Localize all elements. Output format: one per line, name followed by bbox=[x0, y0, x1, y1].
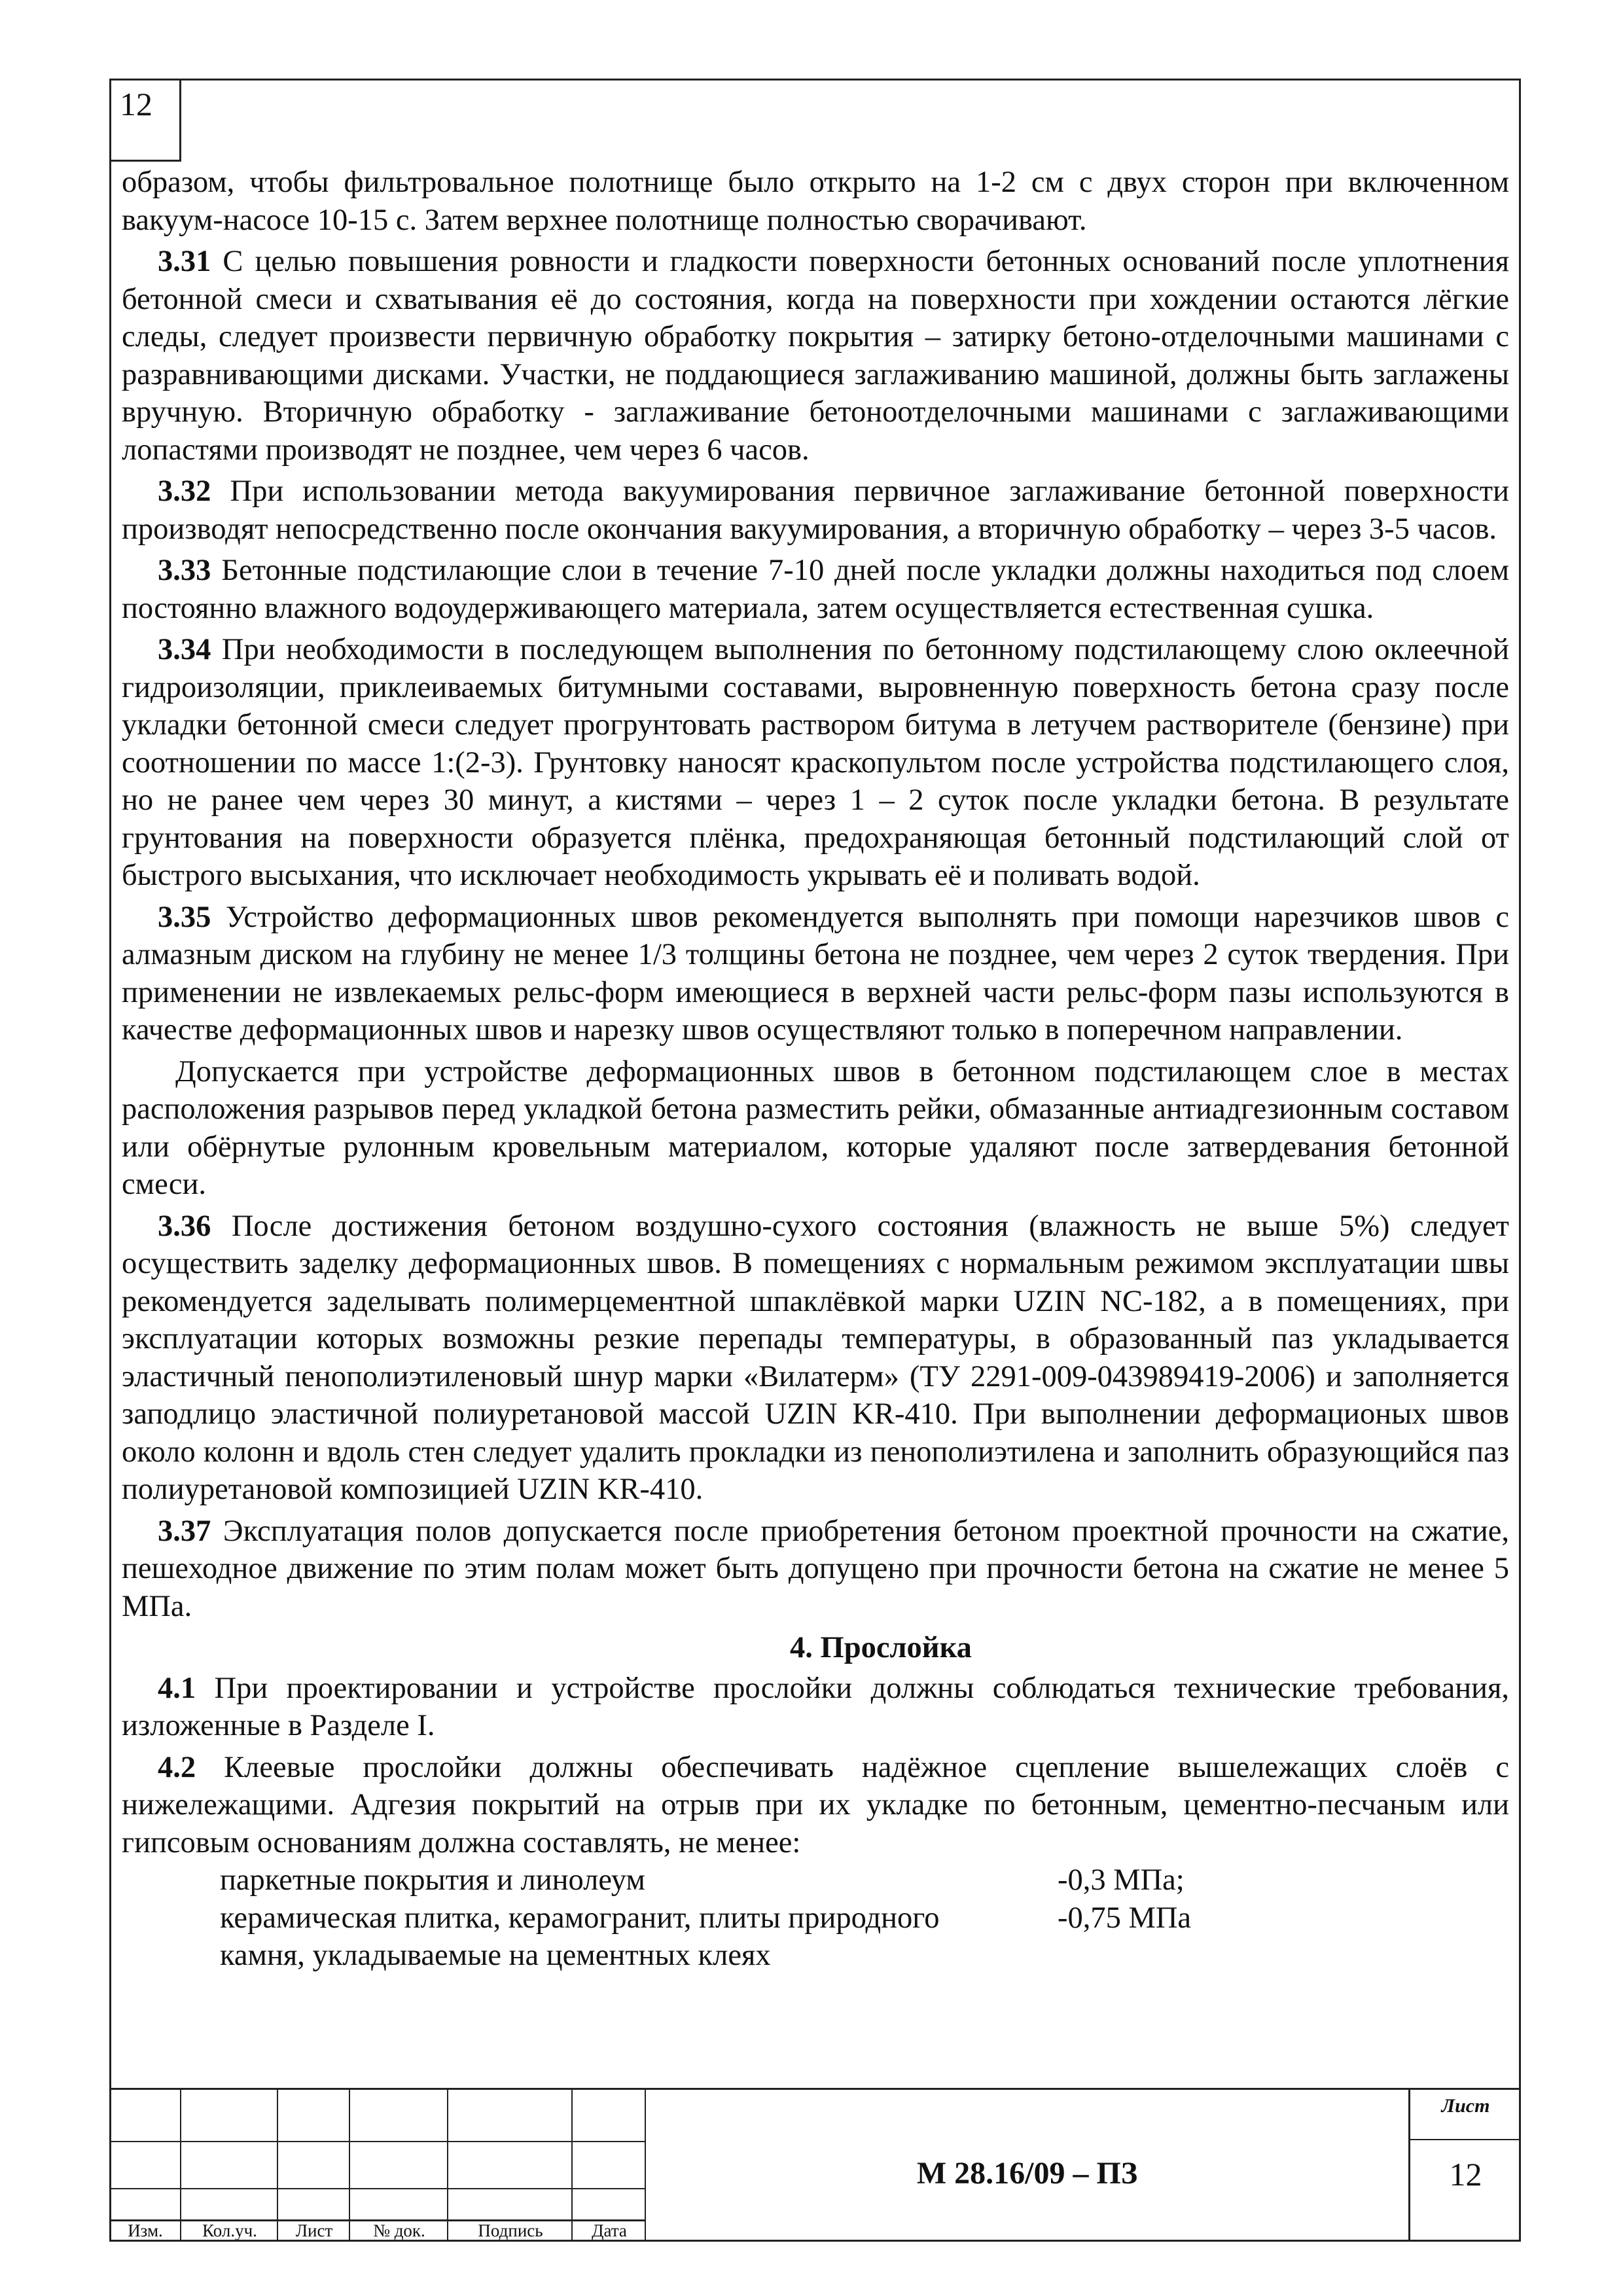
stamp-header-izm: Изм. bbox=[128, 2221, 163, 2240]
stamp-header-list: Лист bbox=[295, 2221, 333, 2240]
paragraph-3-35 bbox=[122, 899, 1509, 1049]
list-item-value: -0,75 МПа bbox=[1058, 1901, 1192, 1935]
stamp-row-line bbox=[109, 2141, 646, 2142]
paragraph-text: С целью повышения ровности и гладкости поверхности бетонных оснований после уплотнения бетонной смеси и схватывания её до состояния, когда на поверхности при хождении остаются лёгкие следы, следует произвести первичную обработку покрытия – затирку бетоно-отделочными машинами с разравнивающими дисками. Участки, не поддающиеся заглаживанию машиной, должны быть заглажены вручную. Вторичную обработку - заглаживание бетоноотделочными машинами с заглаживающими лопастями производят не позднее, чем через 6 часов. bbox=[122, 245, 1510, 467]
list-item-value: -0,3 МПа; bbox=[1058, 1863, 1185, 1897]
paragraph-3-31 bbox=[122, 243, 1509, 469]
clause-number: 3.35 bbox=[158, 900, 211, 934]
list-item bbox=[122, 1861, 1509, 1899]
paragraph-text: Устройство деформационных швов рекомендуется выполнять при помощи нарезчиков швов с алмазным диском на глубину не менее 1/3 толщины бетона не позднее, чем через 2 суток твердения. При применении не извлекаемых рельс-форм имеющиеся в верхней части рельс-форм пазы используются в качестве деформационных швов и нарезку швов осуществляют только в поперечном направлении. bbox=[122, 900, 1510, 1047]
stamp-header-kolch: Кол.уч. bbox=[202, 2221, 257, 2240]
document-body bbox=[122, 164, 1509, 1975]
clause-number: 4.2 bbox=[158, 1750, 196, 1784]
stamp-row-line bbox=[109, 2188, 646, 2189]
stamp-header-sign: Подпись bbox=[478, 2221, 543, 2240]
paragraph-text: При проектировании и устройстве прослойки должны соблюдаться технические требования, изложенные в Разделе I. bbox=[122, 1671, 1509, 1742]
paragraph-3-34 bbox=[122, 631, 1509, 895]
paragraph-text: При необходимости в последующем выполнения по бетонному подстилающему слою оклеечной гидроизоляции, приклеиваемых битумными составами, выровненную поверхность бетона сразу после укладки бетонной смеси следует прогрунтовать раствором битума в летучем растворителе (бензине) при соотношении по массе 1:(2-3). Грунтовку наносят краскопультом после устройства подстилающего слоя, но не ранее чем через 30 минут, а кистями – через 1 – 2 суток после укладки бетона. В результате грунтования на поверхности образуется плёнка, предохраняющая бетонный подстилающий слой от быстрого высыхания, что исключает необходимость укрывать её и поливать водой. bbox=[122, 633, 1509, 892]
paragraph-text: Бетонные подстилающие слои в течение 7-10 дней после укладки должны находиться под слоем постоянно влажного водоудерживающего материала, затем осуществляется естественная сушка. bbox=[122, 554, 1510, 625]
paragraph-text: После достижения бетоном воздушно-сухого состояния (влажность не выше 5%) следует осуществить заделку деформационных швов. В помещениях с нормальным режимом эксплуатации швы рекомендуется заделывать полимерцементной шпаклёвкой марки UZIN NC-182, а в помещениях, при эксплуатации которых возможны резкие перепады температуры, в образованный паз укладывается эластичный пенополиэтиленовый шнур марки «Вилатерм» (ТУ 2291-009-043989419-2006) и заполняется заподлицо эластичной полиуретановой массой UZIN KR-410. При выполнении деформационых швов около колонн и вдоль стен следует удалить прокладки из пенополиэтилена и заполнить образующийся паз полиуретановой композицией UZIN KR-410. bbox=[122, 1209, 1509, 1506]
clause-number: 4.1 bbox=[158, 1671, 196, 1705]
paragraph-text: При использовании метода вакуумирования первичное заглаживание бетонной поверхности производят непосредственно после окончания вакуумирования, а вторичную обработку – через 3-5 часов. bbox=[122, 475, 1510, 546]
document-code: М 28.16/09 – ПЗ bbox=[916, 2156, 1138, 2191]
clause-number: 3.31 bbox=[158, 245, 211, 278]
clause-number: 3.37 bbox=[158, 1514, 211, 1548]
clause-number: 3.36 bbox=[158, 1209, 211, 1243]
paragraph-3-32 bbox=[122, 473, 1509, 548]
list-item-label: керамическая плитка, керамогранит, плиты природного камня, укладываемые на цементных клеях bbox=[220, 1901, 940, 1972]
clause-number: 3.32 bbox=[158, 475, 211, 508]
paragraph-text: Клеевые прослойки должны обеспечивать надёжное сцепление вышележащих слоёв с нижележащими. Адгезия покрытий на отрыв при их укладке по бетонным, цементно-песчаным или гипсовым основаниям должна составлять, не менее: bbox=[122, 1750, 1509, 1859]
paragraph-3-33 bbox=[122, 552, 1509, 627]
paragraph-3-36 bbox=[122, 1208, 1509, 1509]
sheet-number: 12 bbox=[1449, 2156, 1482, 2193]
clause-number: 3.34 bbox=[158, 633, 211, 666]
paragraph-4-1 bbox=[122, 1670, 1509, 1745]
paragraph-text: образом, чтобы фильтровальное полотнище было открыто на 1-2 см с двух сторон при включенном вакуум-насосе 10-15 с. Затем верхнее полотнище полностью сворачивают. bbox=[122, 166, 1509, 237]
paragraph-4-2 bbox=[122, 1749, 1509, 1862]
list-item-label: паркетные покрытия и линолеум bbox=[220, 1863, 645, 1897]
paragraph-continuation bbox=[122, 164, 1509, 239]
stamp-header-date: Дата bbox=[592, 2221, 627, 2240]
stamp-header-doc: № док. bbox=[373, 2221, 425, 2240]
section-title: 4. Прослойка bbox=[790, 1631, 972, 1664]
paragraph-text: Допускается при устройстве деформационных швов в бетонном подстилающем слое в местах расположения разрывов перед укладкой бетона разместить рейки, обмазанные антиадгезионным составом или обёрнутые рулонным кровельным материалом, которые удаляют после затвердевания бетонной смеси. bbox=[122, 1054, 1509, 1201]
paragraph-3-37 bbox=[122, 1513, 1509, 1626]
page-number-box: 12 bbox=[109, 79, 181, 162]
title-block-stamp bbox=[109, 2088, 1521, 2242]
stamp-row-line bbox=[1408, 2139, 1521, 2140]
list-item bbox=[122, 1899, 1509, 1975]
paragraph-text: Эксплуатация полов допускается после приобретения бетоном проектной прочности на сжатие, пешеходное движение по этим полам может быть допущено при прочности бетона на сжатие не менее 5 МПа. bbox=[122, 1514, 1509, 1623]
paragraph-3-35-note bbox=[122, 1053, 1509, 1204]
clause-number: 3.33 bbox=[158, 554, 211, 587]
sheet-label: Лист bbox=[1441, 2095, 1490, 2117]
